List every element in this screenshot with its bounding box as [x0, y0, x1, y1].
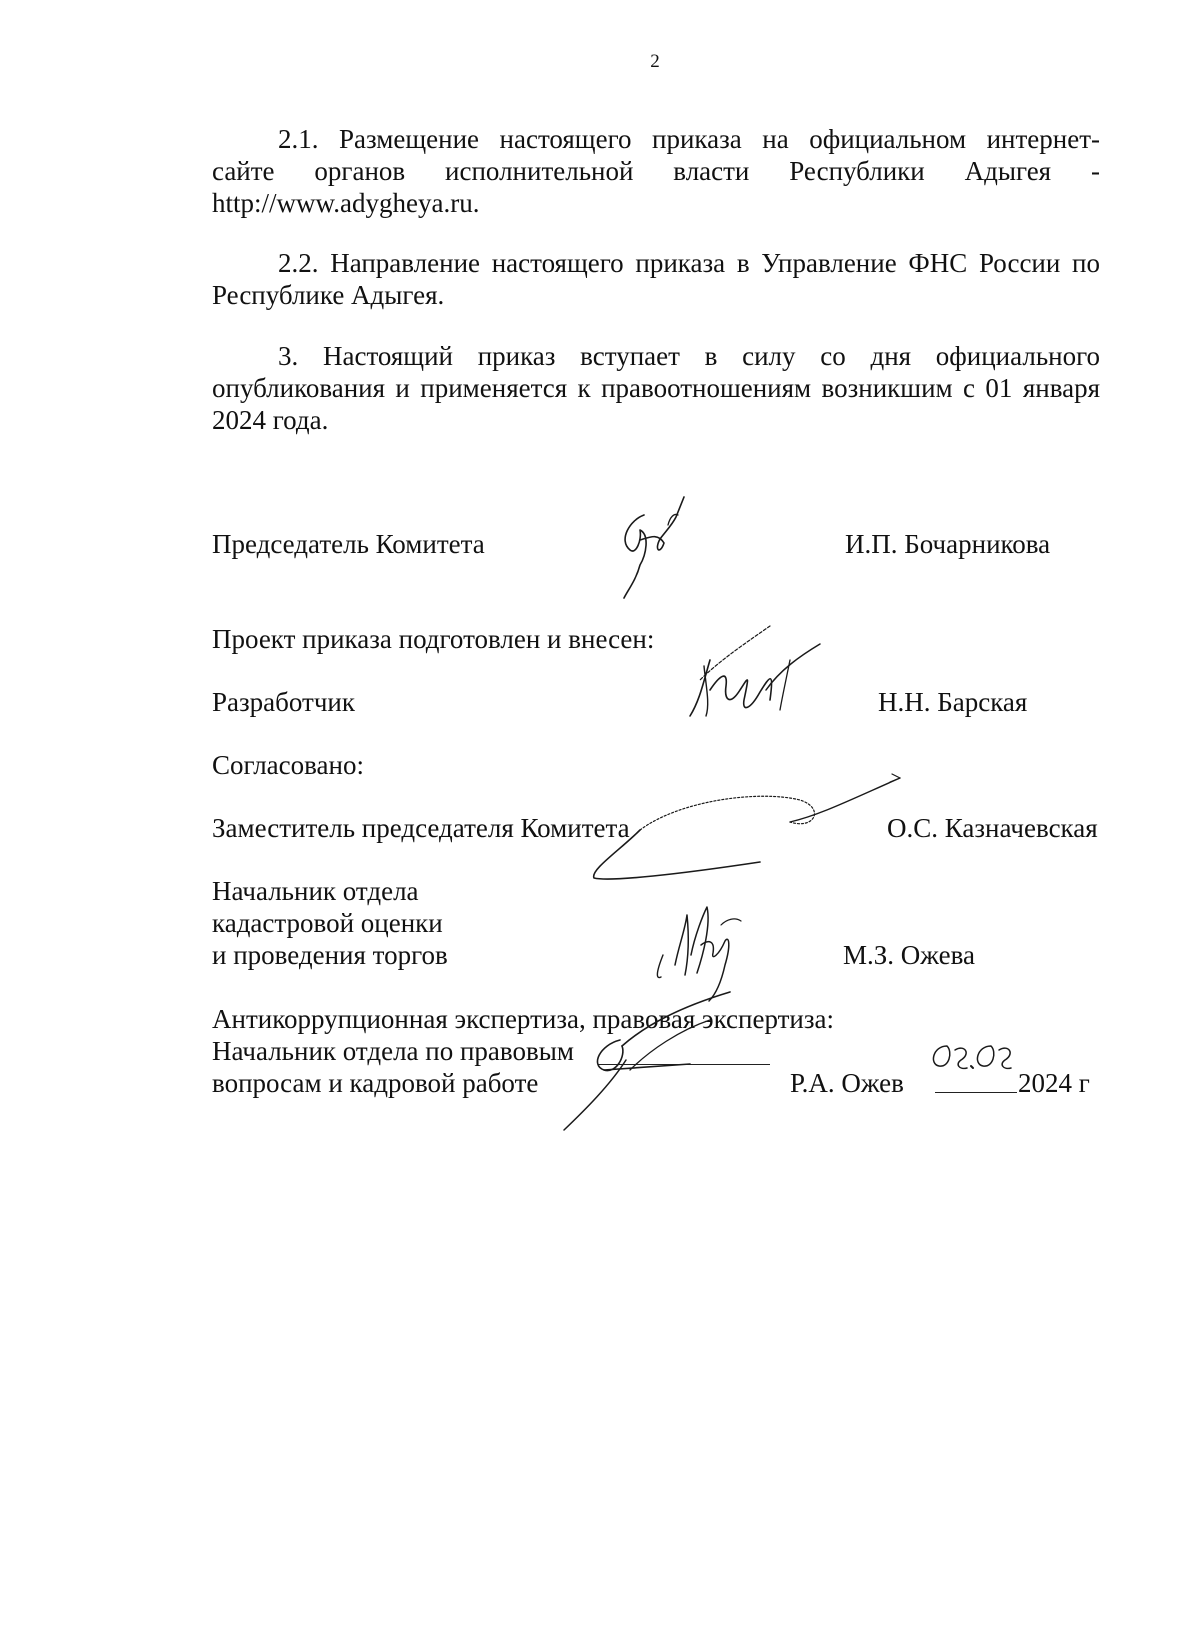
clause-2-1-link: http://www.adygheya.ru. — [212, 188, 480, 218]
legal-name: Р.А. Ожев — [790, 1068, 904, 1098]
deputy-signature — [580, 770, 910, 890]
expertise-heading: Антикоррупционная экспертиза, правовая экспертиза: — [212, 1004, 835, 1034]
clause-2-1-line-2 — [212, 155, 1100, 187]
clause-2-1-word: власти — [673, 156, 750, 186]
developer-title: Разработчик — [212, 687, 355, 717]
legal-signature — [560, 990, 750, 1140]
handwritten-date — [925, 1038, 1025, 1082]
clause-2-1-word: Республики — [789, 156, 925, 186]
clause-2-2: 2.2. Направление настоящего приказа в Управление ФНС России по Республике Адыгея. — [212, 248, 1100, 310]
developer-name: Н.Н. Барская — [878, 687, 1028, 717]
head-title-line-3: и проведения торгов — [212, 940, 448, 970]
head-name: М.З. Ожева — [843, 940, 975, 970]
chairman-title: Председатель Комитета — [212, 529, 485, 559]
clause-2-1-word: органов — [314, 156, 406, 186]
page-number: 2 — [650, 51, 660, 72]
legal-title-line-2: вопросам и кадровой работе — [212, 1068, 539, 1098]
deputy-title: Заместитель председателя Комитета — [212, 813, 630, 843]
head-title-line-2: кадастровой оценки — [212, 908, 443, 938]
date-suffix: 2024 г — [1018, 1068, 1090, 1098]
head-signature — [645, 895, 755, 1005]
agreed-heading: Согласовано: — [212, 750, 364, 780]
date-underline — [935, 1092, 1017, 1093]
deputy-name: О.С. Казначевская — [887, 813, 1098, 843]
prepared-heading: Проект приказа подготовлен и внесен: — [212, 624, 655, 654]
developer-signature — [670, 620, 830, 720]
head-title-line-1: Начальник отдела — [212, 876, 419, 906]
clause-2-1-word: исполнительной — [445, 156, 634, 186]
legal-title-line-1: Начальник отдела по правовым — [212, 1036, 574, 1066]
chairman-name: И.П. Бочарникова — [845, 529, 1051, 559]
clause-2-1-word: сайте — [212, 156, 275, 186]
chairman-signature — [610, 495, 700, 605]
clause-2-1-word: Адыгея — [964, 156, 1052, 186]
clause-3: 3. Настоящий приказ вступает в силу со дня официального опубликования и применяется к правоотношениям возникшим с 01 января 2024 года. — [212, 341, 1100, 435]
clause-2-1-line-1: 2.1. Размещение настоящего приказа на официальном интернет- — [278, 124, 1100, 154]
clause-2-1-word: - — [1090, 156, 1100, 186]
